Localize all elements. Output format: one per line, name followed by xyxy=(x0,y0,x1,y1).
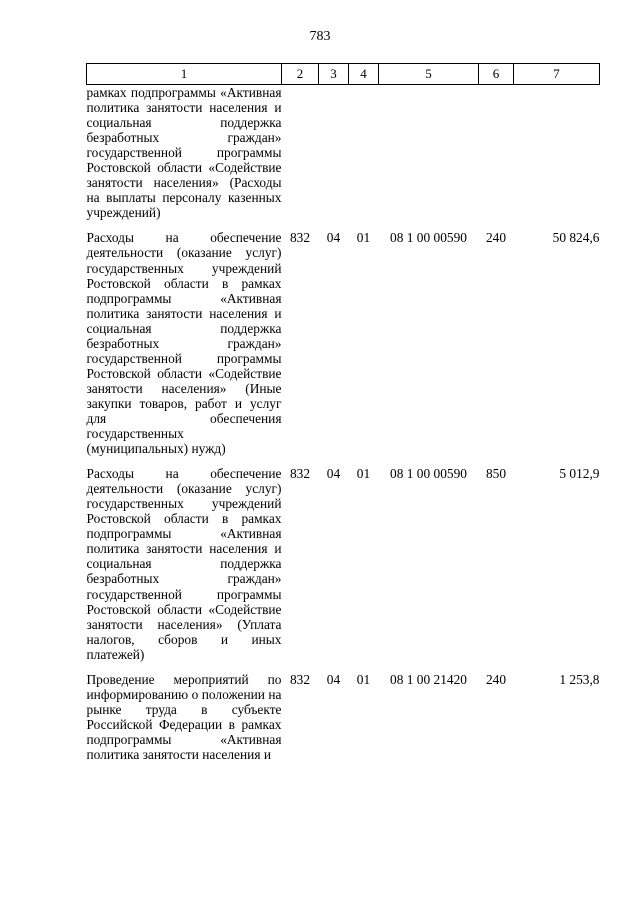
row-expense-type: 240 xyxy=(485,230,507,246)
row-amount: 5 012,9 xyxy=(559,466,600,482)
header-col-2: 2 xyxy=(282,64,319,85)
table-header-row xyxy=(87,64,600,85)
row-section xyxy=(319,85,349,221)
row-spacer xyxy=(87,456,600,466)
row-section: 04 xyxy=(326,466,341,482)
row-expense-type xyxy=(479,85,514,221)
row-expense-type: 850 xyxy=(485,466,507,482)
row-ministry-code: 832 xyxy=(289,671,311,687)
row-subsection: 01 xyxy=(356,230,371,246)
row-ministry-code: 832 xyxy=(289,466,311,482)
row-amount: 1 253,8 xyxy=(559,671,600,687)
header-col-3: 3 xyxy=(319,64,349,85)
row-section: 04 xyxy=(326,230,341,246)
header-col-4: 4 xyxy=(349,64,379,85)
row-description: рамках подпрограммы «Активная политика занятости населения и социальная поддержка безработных граждан» государственной программы Ростовской области «Содействие занятости населения» (Расходы на выплаты персоналу казенных учреждений) xyxy=(86,85,282,221)
budget-table xyxy=(86,63,600,762)
page-number: 783 xyxy=(309,29,331,44)
table-row xyxy=(87,230,600,456)
row-spacer xyxy=(87,220,600,230)
header-col-1: 1 xyxy=(87,64,282,85)
row-expense-type: 240 xyxy=(485,671,507,687)
row-subsection: 01 xyxy=(356,671,371,687)
row-amount xyxy=(514,85,600,221)
row-target-article: 08 1 00 00590 xyxy=(390,230,467,246)
row-section: 04 xyxy=(326,671,341,687)
header-col-5: 5 xyxy=(379,64,479,85)
row-target-article: 08 1 00 21420 xyxy=(390,671,467,687)
row-target-article xyxy=(379,85,479,221)
header-col-7: 7 xyxy=(514,64,600,85)
row-target-article: 08 1 00 00590 xyxy=(390,466,467,482)
row-amount: 50 824,6 xyxy=(552,230,600,246)
row-description: Проведение мероприятий по информированию о положении на рынке труда в субъекте Российской Федерации в рамках подпрограммы «Активная политика занятости населения и xyxy=(86,671,282,762)
row-description: Расходы на обеспечение деятельности (оказание услуг) государственных учреждений Ростовской области в рамках подпрограммы «Активная политика занятости населения и социальная поддержка безработных граждан» государственной программы Ростовской области «Содействие занятости населения» (Уплата налогов, сборов и иных платежей) xyxy=(86,466,282,662)
row-ministry-code xyxy=(282,85,319,221)
table-row xyxy=(87,85,600,221)
row-ministry-code: 832 xyxy=(289,230,311,246)
row-description: Расходы на обеспечение деятельности (оказание услуг) государственных учреждений Ростовской области в рамках подпрограммы «Активная политика занятости населения и социальная поддержка безработных граждан» государственной программы Ростовской области «Содействие занятости населения» (Иные закупки товаров, работ и услуг для обеспечения государственных (муниципальных) нужд) xyxy=(86,230,282,457)
table-row xyxy=(87,466,600,662)
header-col-6: 6 xyxy=(479,64,514,85)
row-subsection xyxy=(349,85,379,221)
row-subsection: 01 xyxy=(356,466,371,482)
table-row xyxy=(87,672,600,762)
row-spacer xyxy=(87,662,600,672)
